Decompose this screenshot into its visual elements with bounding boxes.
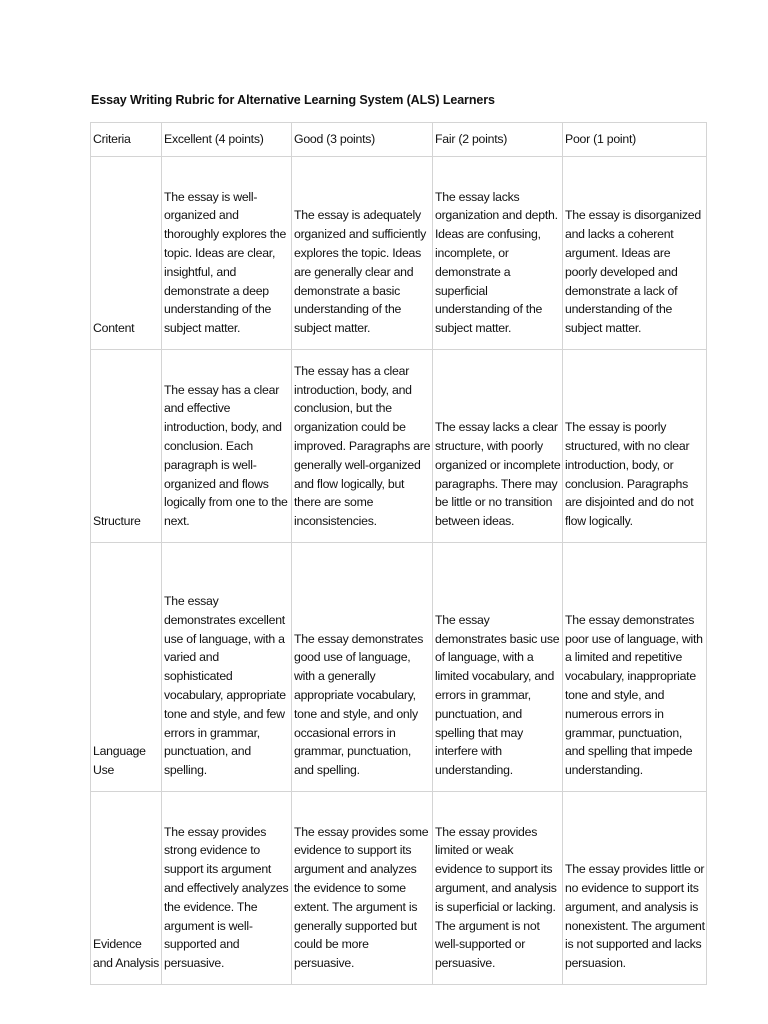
- poor-cell: The essay demonstrates poor use of language, with a limited and repetitive vocabulary, inappropriate tone and style, and numerous errors in grammar, punctuation, and spelling that impede understanding.: [563, 543, 707, 792]
- criteria-cell: Evidence and Analysis: [91, 792, 162, 985]
- poor-cell: The essay is poorly structured, with no clear introduction, body, or conclusion. Paragraphs are disjointed and do not flow logically.: [563, 350, 707, 543]
- excellent-cell: The essay has a clear and effective introduction, body, and conclusion. Each paragraph is well-organized and flows logically from one to the next.: [162, 350, 292, 543]
- fair-cell: The essay provides limited or weak evidence to support its argument, and analysis is superficial or lacking. The argument is not well-supported or persuasive.: [433, 792, 563, 985]
- table-row: [91, 792, 707, 985]
- fair-cell: The essay demonstrates basic use of language, with a limited vocabulary, and errors in grammar, punctuation, and spelling that may interfere with understanding.: [433, 543, 563, 792]
- good-cell: The essay demonstrates good use of language, with a generally appropriate vocabulary, tone and style, and only occasional errors in grammar, punctuation, and spelling.: [292, 543, 433, 792]
- header-excellent: Excellent (4 points): [162, 123, 292, 157]
- excellent-cell: The essay demonstrates excellent use of language, with a varied and sophisticated vocabulary, appropriate tone and style, and few errors in grammar, punctuation, and spelling.: [162, 543, 292, 792]
- header-poor: Poor (1 point): [563, 123, 707, 157]
- poor-cell: The essay provides little or no evidence to support its argument, and analysis is nonexistent. The argument is not supported and lacks persuasion.: [563, 792, 707, 985]
- document-title: Essay Writing Rubric for Alternative Learning System (ALS) Learners: [91, 93, 495, 107]
- good-cell: The essay is adequately organized and sufficiently explores the topic. Ideas are generally clear and demonstrate a basic understanding of the subject matter.: [292, 157, 433, 350]
- criteria-cell: Structure: [91, 350, 162, 543]
- fair-cell: The essay lacks a clear structure, with poorly organized or incomplete paragraphs. There may be little or no transition between ideas.: [433, 350, 563, 543]
- excellent-cell: The essay is well-organized and thoroughly explores the topic. Ideas are clear, insightful, and demonstrate a deep understanding of the subject matter.: [162, 157, 292, 350]
- table-row: [91, 350, 707, 543]
- poor-cell: The essay is disorganized and lacks a coherent argument. Ideas are poorly developed and demonstrate a lack of understanding of the subject matter.: [563, 157, 707, 350]
- table-row: [91, 543, 707, 792]
- fair-cell: The essay lacks organization and depth. Ideas are confusing, incomplete, or demonstrate a superficial understanding of the subject matter.: [433, 157, 563, 350]
- criteria-cell: Language Use: [91, 543, 162, 792]
- rubric-table: [90, 122, 707, 985]
- excellent-cell: The essay provides strong evidence to support its argument and effectively analyzes the evidence. The argument is well-supported and persuasive.: [162, 792, 292, 985]
- header-fair: Fair (2 points): [433, 123, 563, 157]
- table-row: [91, 157, 707, 350]
- header-good: Good (3 points): [292, 123, 433, 157]
- table-header-row: [91, 123, 707, 157]
- good-cell: The essay provides some evidence to support its argument and analyzes the evidence to some extent. The argument is generally supported but could be more persuasive.: [292, 792, 433, 985]
- good-cell: The essay has a clear introduction, body, and conclusion, but the organization could be improved. Paragraphs are generally well-organized and flow logically, but there are some inconsistencies.: [292, 350, 433, 543]
- header-criteria: Criteria: [91, 123, 162, 157]
- criteria-cell: Content: [91, 157, 162, 350]
